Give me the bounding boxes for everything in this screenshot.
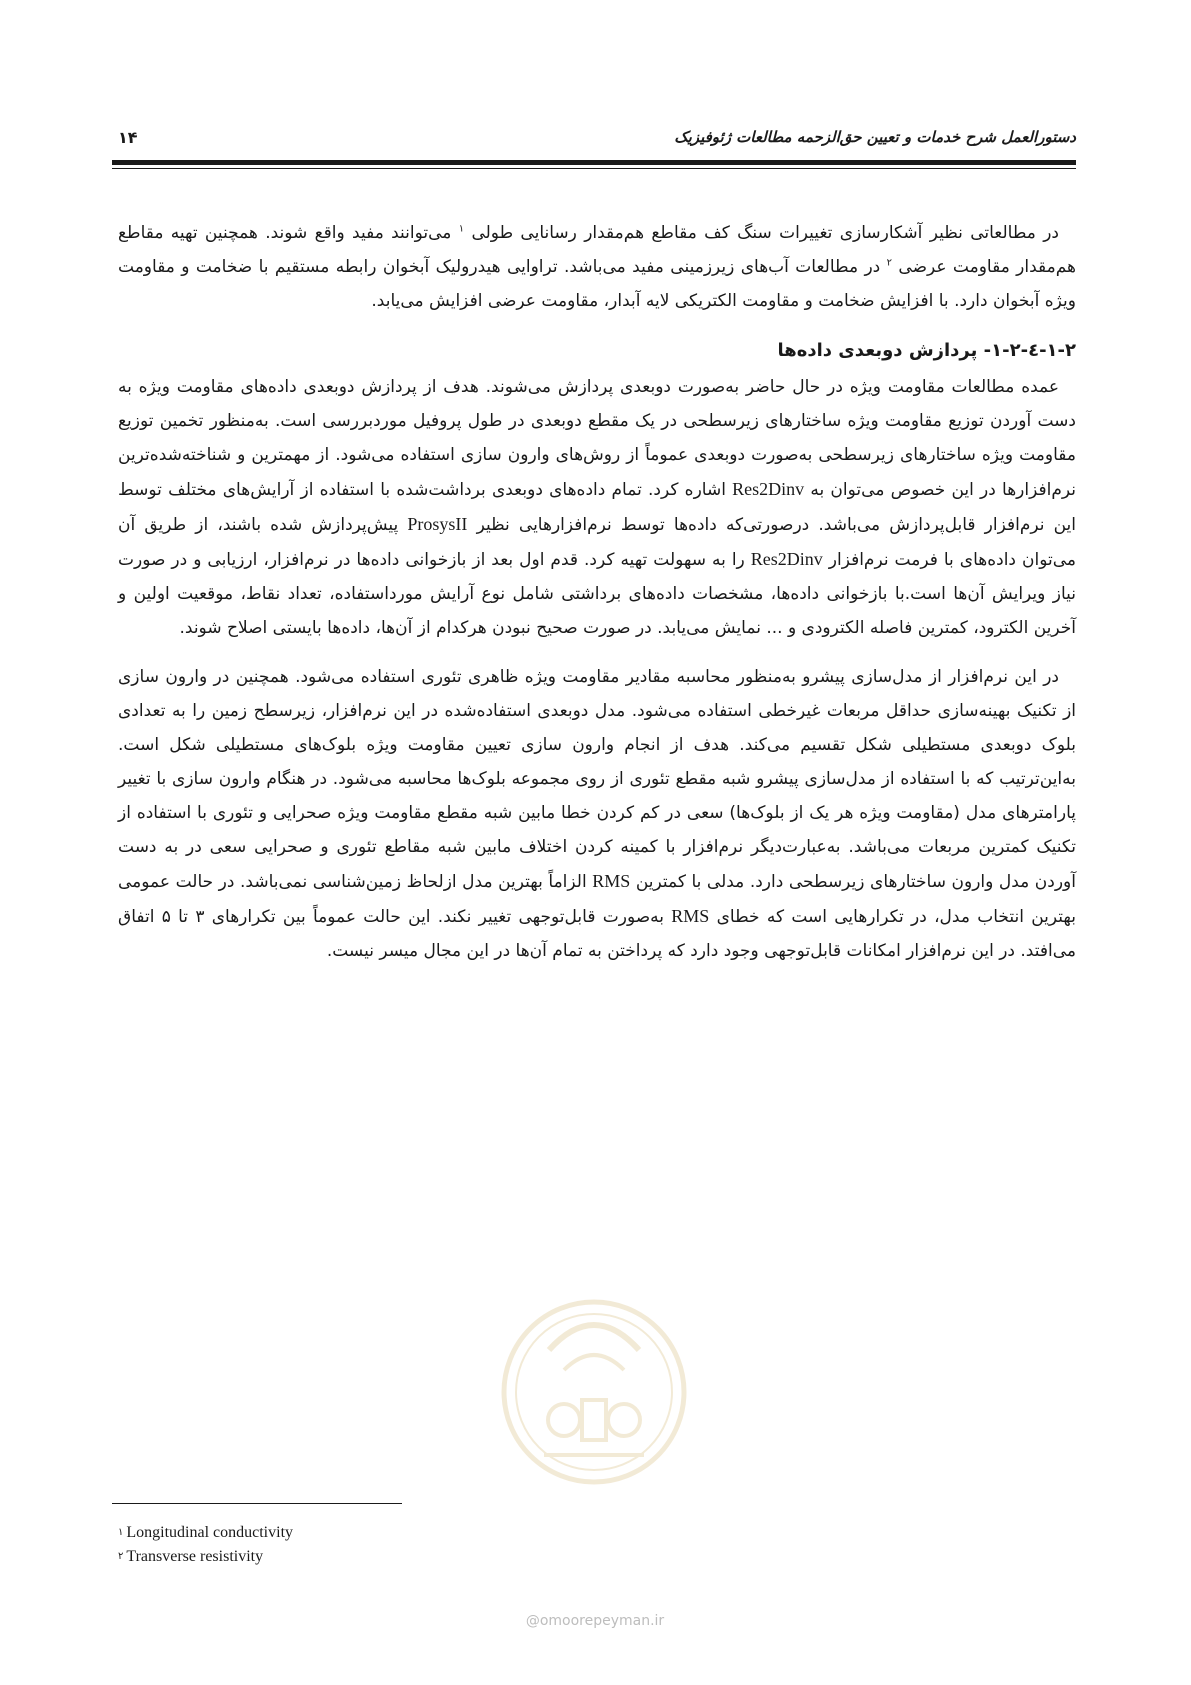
intro-text-c: در مطالعات آب‌های زیرزمینی مفید می‌باشد. تراوایی هیدرولیک آبخوان رابطه مستقیم با ضخامت و مقاومت ویژه آبخوان دارد. با افزایش ضخامت و مقاومت الکتریکی لایه آبدار، مقاومت عرضی افزایش می‌یابد. <box>118 257 1076 311</box>
intro-paragraph <box>118 216 1076 318</box>
p2-text-b: الزاماً بهترین مدل ازلحاظ زمین‌شناسی نمی‌باشد. در حالت عمومی بهترین انتخاب مدل، در تکرارهایی است که خطای <box>118 872 1076 927</box>
intro-text-b: می‌توانند مفید واقع شوند. همچنین تهیه مقاطع هم‌مقدار مقاومت عرضی <box>118 223 1077 277</box>
software-name-prosysii: ProsysII <box>407 514 468 534</box>
header-rule-thin <box>112 168 1076 169</box>
footnote-1-number: ۱ <box>118 1527 124 1538</box>
p1-text-c: پیش‌پردازش شده باشند، از طریق آن می‌توان داده‌های با فرمت نرم‌افزار <box>118 515 1076 570</box>
p2-text-a: در این نرم‌افزار از مدل‌سازی پیشرو به‌منظور محاسبه مقادیر مقاومت ویژه ظاهری تئوری استفاده می‌شود. همچنین در وارون سازی از تکنیک بهینه‌سازی حداقل مربعات غیرخطی استفاده می‌شود. مدل دوبعدی استفاده‌شده در این نرم‌افزار، زیرسطح زمین را به تعدادی بلوک دوبعدی مستطیلی شکل تقسیم می‌کند. هدف از انجام وارون سازی تعیین مقاومت ویژه بلوک‌های مستطیلی شکل است. به‌این‌ترتیب که با استفاده از مدل‌سازی پیشرو شبه مقطع تئوری از روی مجموعه بلوک‌ها محاسبه می‌شود. در هنگام وارون سازی با تغییر پارامترهای مدل (مقاومت ویژه هر یک از بلوک‌ها) سعی در کم کردن خطا مابین شبه مقطع مقاومت ویژه صحرایی و تئوری با استفاده از تکنیک کمترین مربعات می‌باشد. به‌عبارت‌دیگر نرم‌افزار با کمینه کردن اختلاف مابین شبه مقاطع تئوری و صحرایی سعی در به دست آوردن مدل وارون ساختارهای زیرسطحی دارد. مدلی با کمترین <box>118 667 1076 892</box>
p1-text-a: عمده مطالعات مقاومت ویژه در حال حاضر به‌صورت دوبعدی پردازش می‌شوند. هدف از پردازش دوبعدی داده‌های مقاومت ویژه به دست آوردن توزیع مقاومت ویژه ساختارهای زیرسطحی در یک مقطع دوبعدی در طول پروفیل موردبررسی است. به‌منظور تخمین توزیع مقاومت ویژه ساختارهای زیرسطحی به‌صورت دوبعدی عموماً از روش‌های وارون سازی استفاده می‌شود. از مهمترین و شناخته‌شده‌ترین نرم‌افزارها در این خصوص می‌توان به <box>118 377 1076 500</box>
section-paragraph-1 <box>118 370 1076 645</box>
publisher-seal-watermark <box>494 1280 694 1500</box>
footnote-2-number: ۲ <box>118 1551 124 1562</box>
section-heading: ۱-۲-٤-۱-۲- پردازش دوبعدی داده‌ها <box>777 340 1076 361</box>
p1-text-b: اشاره کرد. تمام داده‌های دوبعدی برداشت‌شده با استفاده از آرایش‌های مختلف توسط این نرم‌افزار قابل‌پردازش می‌باشد. درصورتی‌که داده‌ها توسط نرم‌افزارهایی نظیر <box>118 480 1077 535</box>
software-name-res2dinv-2: Res2Dinv <box>750 549 823 569</box>
header-rule-thick <box>112 160 1076 165</box>
watermark-url: @omoorepeyman.ir <box>525 1613 665 1629</box>
footnote-ref-2: ۲ <box>886 257 893 269</box>
running-header <box>118 128 1076 150</box>
footnote-separator <box>112 1503 402 1504</box>
footnote-2 <box>118 1545 293 1569</box>
footnotes <box>118 1521 293 1569</box>
page-number: ۱۴ <box>118 128 138 147</box>
p2-text-c: به‌صورت قابل‌توجهی تغییر نکند. این حالت عموماً بین تکرارهای ۳ تا ۵ اتفاق می‌افتد. در این نرم‌افزار امکانات قابل‌توجهی وجود دارد که پرداختن به تمام آن‌ها در این مجال میسر نیست. <box>118 907 1076 961</box>
header-title: دستورالعمل شرح خدمات و تعیین حق‌الزحمه مطالعات ژئوفیزیک <box>674 128 1076 146</box>
software-name-res2dinv: Res2Dinv <box>732 479 805 499</box>
footnote-ref-1: ۱ <box>458 223 465 235</box>
footnote-2-text: Transverse resistivity <box>126 1548 264 1565</box>
term-rms-2: RMS <box>671 906 710 926</box>
section-paragraph-2 <box>118 660 1076 968</box>
footnote-1-text: Longitudinal conductivity <box>126 1524 294 1541</box>
p1-text-d: را به سهولت تهیه کرد. قدم اول بعد از بازخوانی داده‌ها در نرم‌افزار، ارزیابی و در صورت نیاز ویرایش آن‌ها است.با بازخوانی داده‌ها، مشخصات داده‌های برداشتی شامل نوع آرایش مورداستفاده، تعداد نقاط، موقعیت اولین و آخرین الکترود، کمترین فاصله الکترودی و ... نمایش می‌یابد. در صورت صحیح نبودن هرکدام از آن‌ها، داده‌ها بایستی اصلاح شوند. <box>118 550 1076 638</box>
term-rms: RMS <box>592 871 631 891</box>
body-text <box>118 216 1076 968</box>
intro-text-a: در مطالعاتی نظیر آشکارسازی تغییرات سنگ کف مقاطع هم‌مقدار رسانایی طولی <box>471 223 1059 243</box>
footnote-1 <box>118 1521 293 1545</box>
